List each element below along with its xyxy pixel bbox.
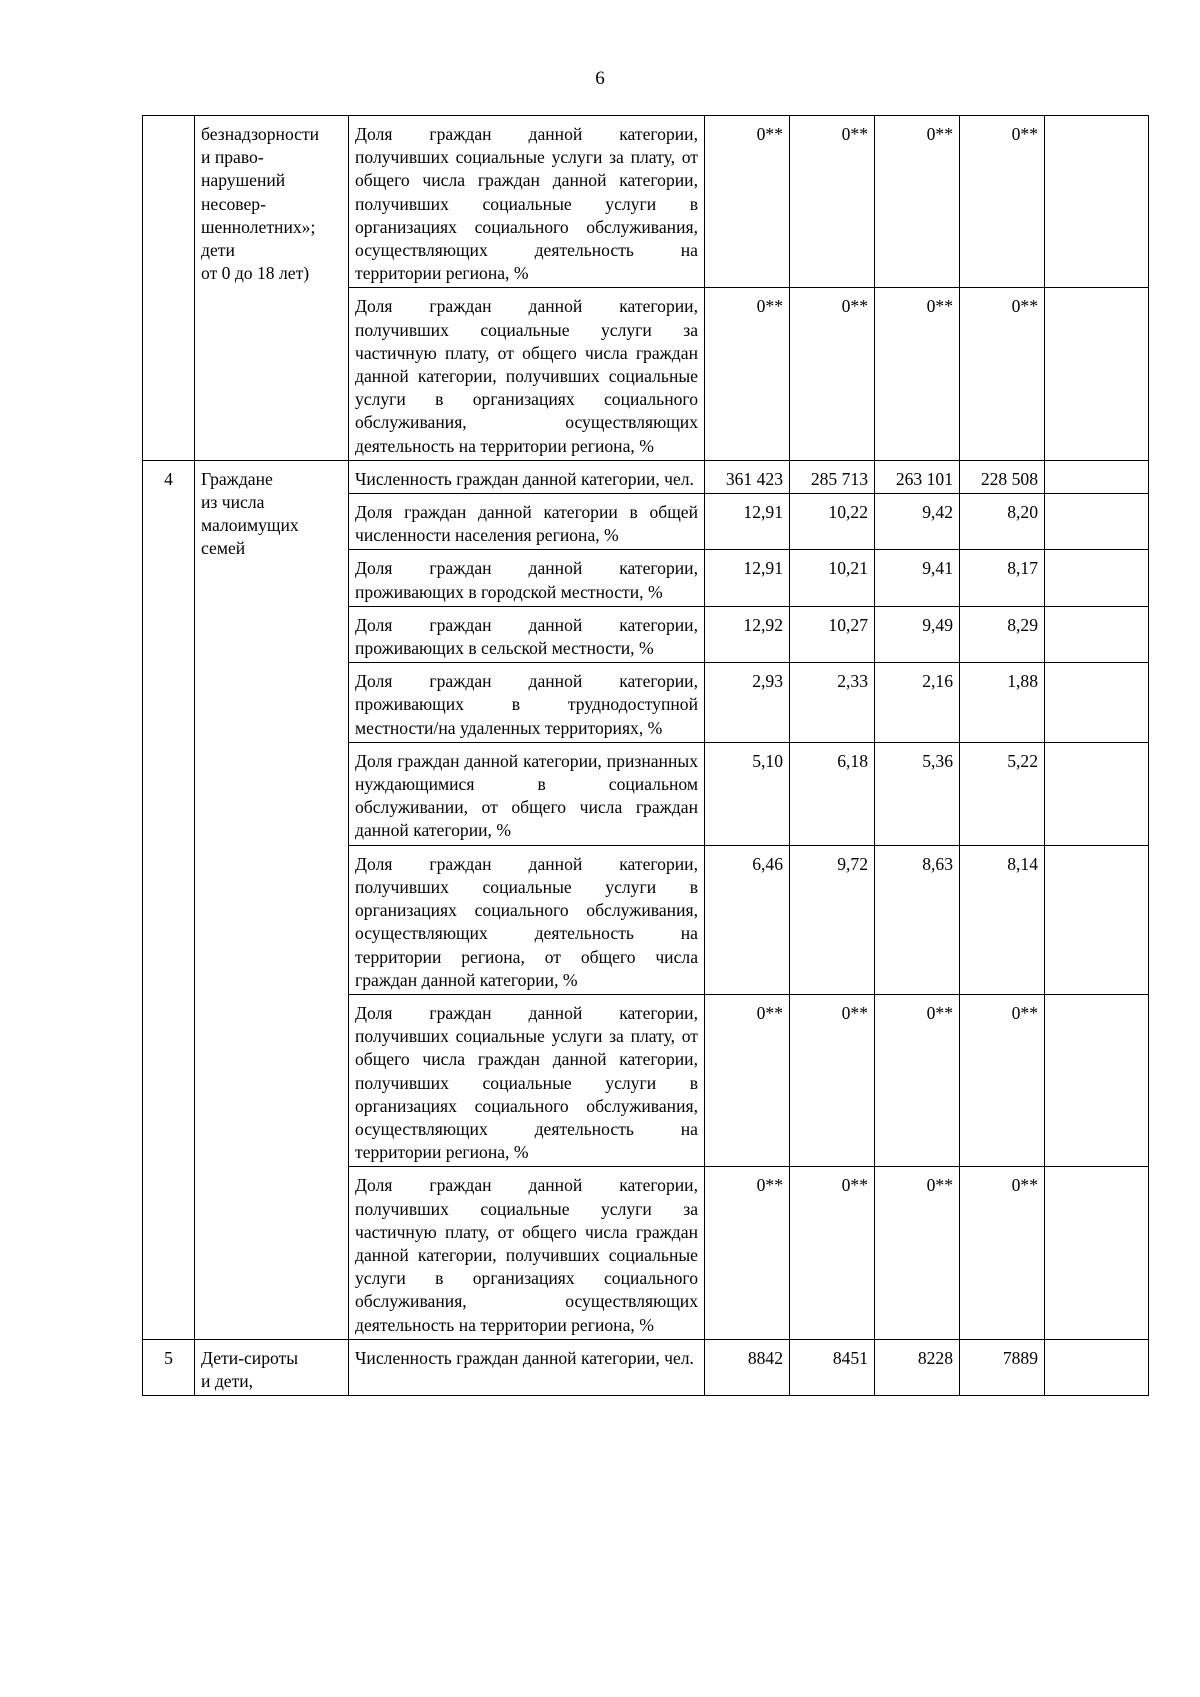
value-cell-year-2: 285 713 (790, 460, 875, 493)
category-line: шеннолетних»; (201, 216, 316, 237)
category-line: нарушений (201, 170, 286, 191)
value-cell-year-4: 8,20 (960, 494, 1045, 550)
value-cell-year-1: 6,46 (705, 845, 790, 994)
value-cell-year-4: 1,88 (960, 663, 1045, 743)
value-cell-year-2: 10,22 (790, 494, 875, 550)
value-cell-year-3: 0** (875, 994, 960, 1166)
value-cell-year-4: 8,17 (960, 550, 1045, 606)
indicator-text-cell: Доля граждан данной категории, получивших социальные услуги за частичную плату, от общего числа граждан данной категории, получивших социальные услуги в организациях социального обслуживания, осуществляющих деятельность на территории региона, % (349, 288, 705, 460)
value-cell-year-2: 0** (790, 116, 875, 288)
category-line: малоимущих (201, 515, 299, 536)
value-cell-year-2: 6,18 (790, 742, 875, 845)
row-number-cell: 5 (143, 1339, 195, 1395)
value-cell-year-4: 0** (960, 1167, 1045, 1339)
value-cell-year-1: 0** (705, 288, 790, 460)
empty-cell (1045, 845, 1149, 994)
category-line: и дети, (201, 1370, 254, 1391)
empty-cell (1045, 550, 1149, 606)
value-cell-year-4: 0** (960, 288, 1045, 460)
value-cell-year-1: 8842 (705, 1339, 790, 1395)
category-line: семей (201, 538, 246, 559)
empty-cell (1045, 663, 1149, 743)
value-cell-year-1: 12,91 (705, 550, 790, 606)
table-row (143, 460, 1149, 493)
indicator-text-cell: Доля граждан данной категории, получивших социальные услуги за плату, от общего числа граждан данной категории, получивших социальные услуги в организациях социального обслуживания, осуществляющих деятельность на территории региона, % (349, 994, 705, 1166)
value-cell-year-4: 228 508 (960, 460, 1045, 493)
empty-cell (1045, 1167, 1149, 1339)
table-row (143, 116, 1149, 288)
value-cell-year-3: 8228 (875, 1339, 960, 1395)
empty-cell (1045, 1339, 1149, 1395)
empty-cell (1045, 606, 1149, 662)
table-body (143, 116, 1149, 1396)
page-number: 6 (595, 68, 605, 89)
indicator-text-cell: Доля граждан данной категории, получивших социальные услуги за плату, от общего числа граждан данной категории, получивших социальные услуги в организациях социального обслуживания, осуществляющих деятельность на территории региона, % (349, 116, 705, 288)
value-cell-year-4: 8,29 (960, 606, 1045, 662)
value-cell-year-3: 5,36 (875, 742, 960, 845)
row-number-cell (143, 116, 195, 461)
value-cell-year-3: 0** (875, 1167, 960, 1339)
indicator-text-cell: Доля граждан данной категории, получивших социальные услуги за частичную плату, от общего числа граждан данной категории, получивших социальные услуги в организациях социального обслуживания, осуществляющих деятельность на территории региона, % (349, 1167, 705, 1339)
indicator-text-cell: Доля граждан данной категории, проживающих в труднодоступной местности/на удаленных территориях, % (349, 663, 705, 743)
category-line: Дети-сироты (201, 1347, 299, 1368)
category-line: из числа (201, 492, 265, 513)
value-cell-year-1: 0** (705, 116, 790, 288)
indicator-text-cell: Доля граждан данной категории, признанных нуждающимися в социальном обслуживании, от общего числа граждан данной категории, % (349, 742, 705, 845)
indicator-text-cell: Численность граждан данной категории, чел. (349, 1339, 705, 1395)
value-cell-year-1: 2,93 (705, 663, 790, 743)
value-cell-year-2: 9,72 (790, 845, 875, 994)
value-cell-year-3: 0** (875, 288, 960, 460)
value-cell-year-1: 0** (705, 994, 790, 1166)
value-cell-year-3: 2,16 (875, 663, 960, 743)
value-cell-year-2: 8451 (790, 1339, 875, 1395)
empty-cell (1045, 494, 1149, 550)
category-line: Граждане (201, 468, 273, 489)
value-cell-year-1: 5,10 (705, 742, 790, 845)
value-cell-year-3: 9,41 (875, 550, 960, 606)
value-cell-year-2: 0** (790, 994, 875, 1166)
category-line: несовер- (201, 193, 266, 214)
indicator-text-cell: Доля граждан данной категории, проживающих в сельской местности, % (349, 606, 705, 662)
category-cell (195, 1339, 349, 1395)
category-line: от 0 до 18 лет) (201, 263, 310, 284)
value-cell-year-2: 0** (790, 288, 875, 460)
value-cell-year-3: 9,42 (875, 494, 960, 550)
value-cell-year-2: 2,33 (790, 663, 875, 743)
value-cell-year-3: 263 101 (875, 460, 960, 493)
value-cell-year-1: 0** (705, 1167, 790, 1339)
value-cell-year-3: 9,49 (875, 606, 960, 662)
value-cell-year-4: 0** (960, 994, 1045, 1166)
indicator-text-cell: Доля граждан данной категории в общей численности населения региона, % (349, 494, 705, 550)
value-cell-year-2: 10,21 (790, 550, 875, 606)
empty-cell (1045, 288, 1149, 460)
category-cell (195, 116, 349, 461)
indicator-text-cell: Доля граждан данной категории, получивших социальные услуги в организациях социального обслуживания, осуществляющих деятельность на территории региона, от общего числа граждан данной категории, % (349, 845, 705, 994)
empty-cell (1045, 460, 1149, 493)
category-cell (195, 460, 349, 1339)
value-cell-year-2: 0** (790, 1167, 875, 1339)
table-row (143, 1339, 1149, 1395)
value-cell-year-3: 0** (875, 116, 960, 288)
value-cell-year-1: 12,91 (705, 494, 790, 550)
empty-cell (1045, 994, 1149, 1166)
indicator-text-cell: Численность граждан данной категории, чел. (349, 460, 705, 493)
value-cell-year-4: 0** (960, 116, 1045, 288)
row-number-cell: 4 (143, 460, 195, 1339)
empty-cell (1045, 116, 1149, 288)
category-line: дети (201, 240, 235, 261)
value-cell-year-4: 8,14 (960, 845, 1045, 994)
empty-cell (1045, 742, 1149, 845)
indicators-table (142, 115, 1149, 1396)
value-cell-year-3: 8,63 (875, 845, 960, 994)
category-line: и право- (201, 147, 264, 168)
value-cell-year-4: 5,22 (960, 742, 1045, 845)
value-cell-year-1: 361 423 (705, 460, 790, 493)
value-cell-year-1: 12,92 (705, 606, 790, 662)
value-cell-year-4: 7889 (960, 1339, 1045, 1395)
value-cell-year-2: 10,27 (790, 606, 875, 662)
indicator-text-cell: Доля граждан данной категории, проживающих в городской местности, % (349, 550, 705, 606)
category-line: безнадзорности (201, 124, 320, 144)
